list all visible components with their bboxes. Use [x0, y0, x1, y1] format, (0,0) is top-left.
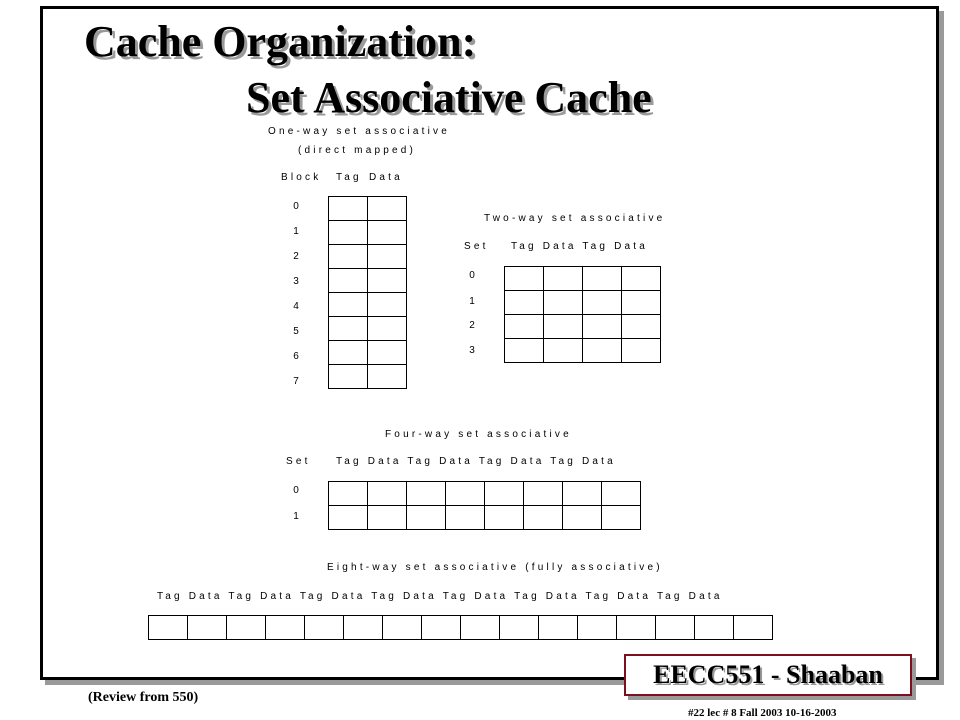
cache-line: [329, 197, 407, 221]
tag-cell: [383, 616, 422, 640]
one-way-col-data: Data: [369, 172, 403, 183]
tag-cell: [461, 616, 500, 640]
tag-cell: [505, 315, 544, 339]
four-way-cache-grid: [328, 481, 641, 530]
data-cell: [524, 482, 563, 506]
slide-meta: #22 lec # 8 Fall 2003 10-16-2003: [688, 707, 837, 719]
one-way-row-label: 5: [293, 326, 299, 337]
tag-cell: [329, 197, 368, 221]
one-way-row-label: 6: [293, 351, 299, 362]
four-way-col-headers: Tag Data Tag Data Tag Data Tag Data: [336, 456, 616, 467]
cache-line: [329, 245, 407, 269]
tag-cell: [329, 506, 368, 530]
course-brand: EECC551 - Shaaban: [624, 654, 912, 696]
data-cell: [446, 506, 485, 530]
two-way-row-label: 1: [469, 296, 475, 307]
tag-cell: [583, 291, 622, 315]
tag-cell: [563, 506, 602, 530]
tag-cell: [329, 245, 368, 269]
data-cell: [544, 291, 583, 315]
tag-cell: [329, 365, 368, 389]
tag-cell: [227, 616, 266, 640]
data-cell: [368, 293, 407, 317]
cache-set: [505, 339, 661, 363]
one-way-row-label: 4: [293, 301, 299, 312]
data-cell: [544, 267, 583, 291]
cache-line: [329, 317, 407, 341]
title-line-1: Cache Organization:: [84, 17, 477, 66]
one-way-row-label: 2: [293, 251, 299, 262]
two-way-cache-grid: [504, 266, 661, 363]
one-way-subheading: (direct mapped): [298, 145, 417, 156]
tag-cell: [583, 267, 622, 291]
tag-cell: [505, 291, 544, 315]
review-note: (Review from 550): [88, 690, 199, 705]
data-cell: [368, 197, 407, 221]
cache-set: [149, 616, 773, 640]
one-way-row-label: 7: [293, 376, 299, 387]
data-cell: [368, 365, 407, 389]
data-cell: [524, 506, 563, 530]
data-cell: [368, 269, 407, 293]
data-cell: [344, 616, 383, 640]
two-way-col-headers: Tag Data Tag Data: [511, 241, 649, 252]
tag-cell: [329, 221, 368, 245]
tag-cell: [505, 267, 544, 291]
four-way-row-label: 1: [293, 511, 299, 522]
tag-cell: [583, 315, 622, 339]
data-cell: [188, 616, 227, 640]
data-cell: [544, 315, 583, 339]
cache-set: [329, 482, 641, 506]
two-way-row-label: 2: [469, 320, 475, 331]
two-way-row-label: 0: [469, 270, 475, 281]
cache-line: [329, 293, 407, 317]
data-cell: [368, 245, 407, 269]
one-way-row-label: 0: [293, 201, 299, 212]
data-cell: [622, 315, 661, 339]
tag-cell: [329, 341, 368, 365]
data-cell: [422, 616, 461, 640]
cache-set: [505, 267, 661, 291]
data-cell: [446, 482, 485, 506]
data-cell: [368, 506, 407, 530]
four-way-col-set: Set: [286, 456, 311, 467]
one-way-heading: One-way set associative: [268, 126, 450, 137]
two-way-row-label: 3: [469, 345, 475, 356]
tag-cell: [149, 616, 188, 640]
cache-line: [329, 269, 407, 293]
one-way-cache-grid: [328, 196, 407, 389]
tag-cell: [539, 616, 578, 640]
data-cell: [578, 616, 617, 640]
cache-line: [329, 341, 407, 365]
tag-cell: [407, 506, 446, 530]
tag-cell: [617, 616, 656, 640]
eight-way-col-headers: Tag Data Tag Data Tag Data Tag Data Tag Data Tag Data Tag Data Tag Data: [157, 591, 723, 602]
data-cell: [622, 339, 661, 363]
eight-way-heading: Eight-way set associative (fully associative): [327, 562, 663, 573]
eight-way-cache-grid: [148, 615, 773, 640]
one-way-col-tag: Tag: [336, 172, 362, 183]
data-cell: [602, 482, 641, 506]
data-cell: [544, 339, 583, 363]
tag-cell: [407, 482, 446, 506]
cache-set: [505, 315, 661, 339]
one-way-row-label: 1: [293, 226, 299, 237]
data-cell: [368, 341, 407, 365]
tag-cell: [505, 339, 544, 363]
data-cell: [368, 482, 407, 506]
data-cell: [602, 506, 641, 530]
tag-cell: [485, 482, 524, 506]
one-way-col-block: Block: [281, 172, 322, 183]
data-cell: [368, 221, 407, 245]
tag-cell: [329, 317, 368, 341]
tag-cell: [583, 339, 622, 363]
two-way-col-set: Set: [464, 241, 489, 252]
four-way-heading: Four-way set associative: [385, 429, 572, 440]
tag-cell: [563, 482, 602, 506]
tag-cell: [329, 482, 368, 506]
cache-line: [329, 221, 407, 245]
cache-line: [329, 365, 407, 389]
data-cell: [622, 291, 661, 315]
tag-cell: [485, 506, 524, 530]
tag-cell: [695, 616, 734, 640]
cache-set: [505, 291, 661, 315]
title-line-2: Set Associative Cache: [246, 73, 652, 122]
four-way-row-label: 0: [293, 485, 299, 496]
two-way-heading: Two-way set associative: [484, 213, 666, 224]
data-cell: [368, 317, 407, 341]
data-cell: [500, 616, 539, 640]
data-cell: [266, 616, 305, 640]
data-cell: [622, 267, 661, 291]
data-cell: [734, 616, 773, 640]
tag-cell: [329, 269, 368, 293]
tag-cell: [329, 293, 368, 317]
data-cell: [656, 616, 695, 640]
one-way-row-label: 3: [293, 276, 299, 287]
cache-set: [329, 506, 641, 530]
tag-cell: [305, 616, 344, 640]
